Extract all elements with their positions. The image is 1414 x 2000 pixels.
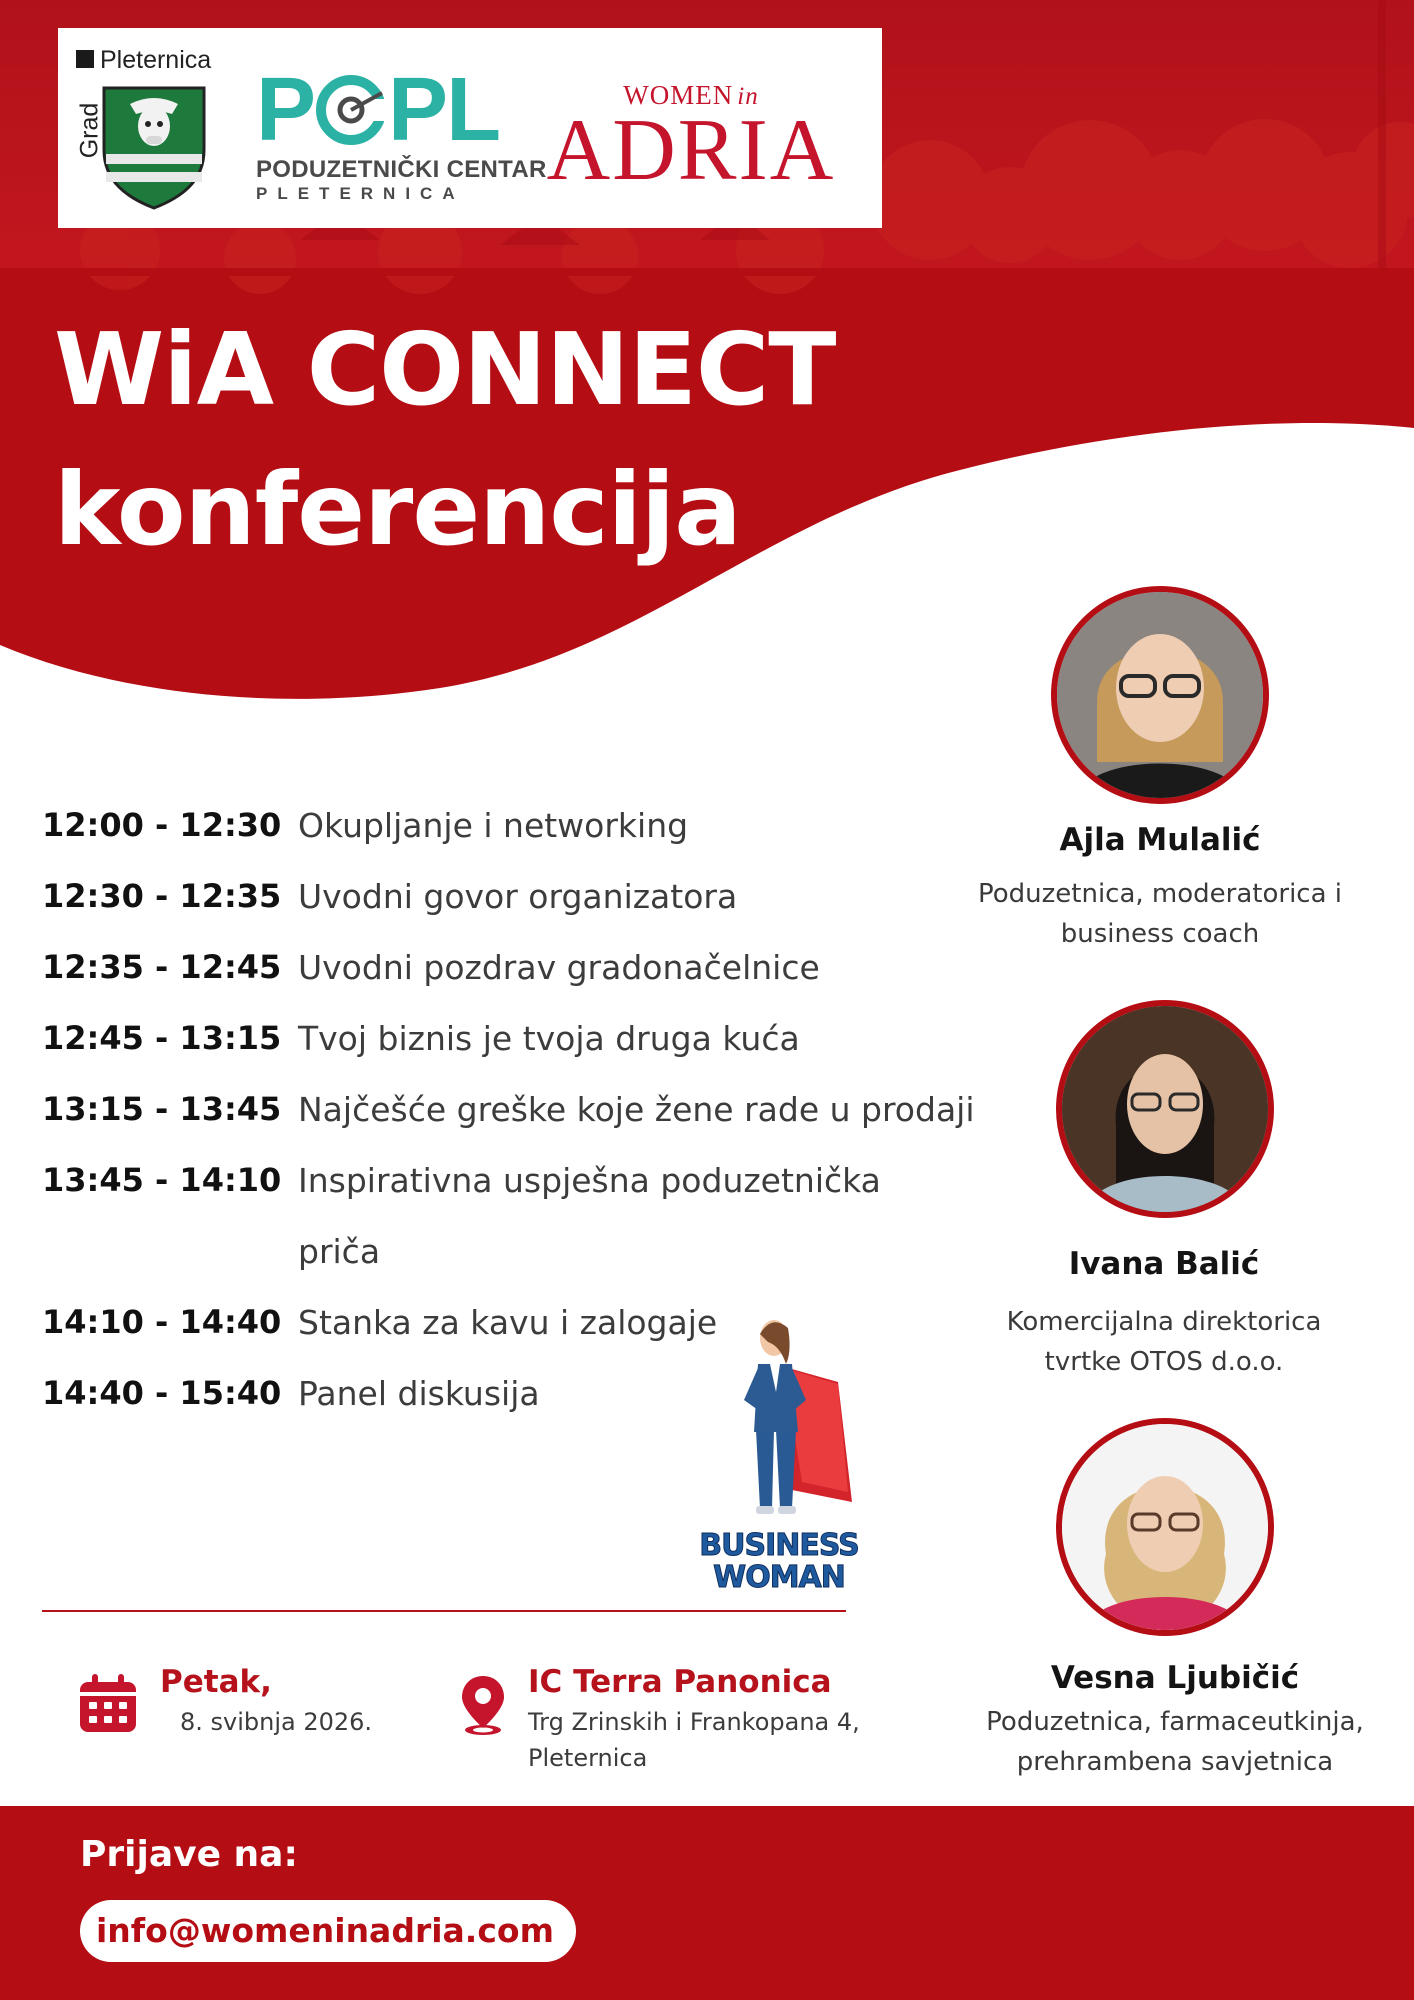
pcpl-line1: PODUZETNIČKI CENTAR xyxy=(256,156,547,183)
agenda-item xyxy=(42,1145,1002,1287)
speaker-role-line1: Poduzetnica, moderatorica i xyxy=(977,879,1343,909)
agenda-title: Uvodni pozdrav gradonačelnice xyxy=(298,948,820,987)
partner-logos xyxy=(58,28,882,228)
event-title xyxy=(54,300,835,580)
portrait-icon xyxy=(1062,1006,1268,1212)
grad-pleternica-logo xyxy=(75,46,216,210)
speaker-role-line2: business coach xyxy=(1060,919,1260,949)
speaker-card xyxy=(954,1000,1374,1380)
agenda-title: Okupljanje i networking xyxy=(298,806,689,845)
speaker-role-line2: prehrambena savjetnica xyxy=(1016,1747,1334,1777)
pcpl-line2: PLETERNICA xyxy=(256,184,465,203)
speaker-photo xyxy=(1051,586,1269,804)
speaker-role-line1: Komercijalna direktorica xyxy=(1006,1307,1322,1337)
superhero-woman-icon xyxy=(688,1312,870,1540)
grad-logo-name: Pleternica xyxy=(100,46,212,74)
pcpl-logo xyxy=(256,60,547,203)
registration-email-link[interactable]: info@womeninadria.com xyxy=(96,1911,554,1950)
agenda-title: Tvoj biznis je tvoja druga kuća xyxy=(298,1019,800,1058)
speaker-photo xyxy=(1056,1000,1274,1218)
divider xyxy=(42,1610,846,1612)
speaker-card xyxy=(950,586,1370,966)
registration-label: Prijave na: xyxy=(80,1834,298,1875)
pcpl-letter-l: L xyxy=(446,60,500,160)
agenda-title: Uvodni govor organizatora xyxy=(298,877,738,916)
venue-name: IC Terra Panonica xyxy=(528,1664,832,1700)
agenda-time: 12:35 - 12:45 xyxy=(42,948,282,986)
registration-footer xyxy=(0,1806,1414,2000)
business-woman-illustration xyxy=(688,1312,870,1602)
speaker-role xyxy=(954,1302,1374,1382)
agenda-time: 14:40 - 15:40 xyxy=(42,1374,282,1412)
agenda-time: 12:30 - 12:35 xyxy=(42,877,282,915)
agenda-item xyxy=(42,1003,1002,1074)
speaker-role-line2: tvrtke OTOS d.o.o. xyxy=(1044,1347,1284,1377)
agenda-item xyxy=(42,1074,1002,1145)
agenda-time: 13:15 - 13:45 xyxy=(42,1090,282,1128)
speaker-name: Ivana Balić xyxy=(1068,1246,1260,1282)
wia-logo-bottom: ADRIA xyxy=(546,102,836,199)
agenda-title: Inspirativna uspješna poduzetnička priča xyxy=(298,1161,881,1271)
agenda-title: Najčešće greške koje žene rade u prodaji xyxy=(298,1090,975,1129)
event-day: Petak, xyxy=(160,1664,272,1700)
calendar-icon xyxy=(80,1674,136,1732)
mascot-line1: BUSINESS xyxy=(699,1528,859,1563)
event-title-line1: WiA CONNECT xyxy=(54,311,836,428)
email-pill[interactable] xyxy=(80,1900,576,1962)
grad-square xyxy=(76,50,94,68)
portrait-icon xyxy=(1057,592,1263,798)
agenda-title: Stanka za kavu i zalogaje xyxy=(298,1303,718,1342)
agenda-item xyxy=(42,932,1002,1003)
speaker-role-line1: Poduzetnica, farmaceutkinja, xyxy=(986,1707,1364,1737)
grad-logo-word: Grad xyxy=(75,102,104,159)
agenda-time: 13:45 - 14:10 xyxy=(42,1161,282,1199)
agenda-time: 14:10 - 14:40 xyxy=(42,1303,282,1341)
agenda-title: Panel diskusija xyxy=(298,1374,540,1413)
agenda-time: 12:45 - 13:15 xyxy=(42,1019,282,1057)
agenda-item xyxy=(42,790,1002,861)
women-in-adria-logo xyxy=(516,80,866,200)
target-icon xyxy=(316,75,386,145)
speaker-role xyxy=(965,1702,1385,1782)
event-date-value: 8. svibnja 2026. xyxy=(180,1708,373,1736)
agenda-time: 12:00 - 12:30 xyxy=(42,806,282,844)
wia-logo-top: WOMEN xyxy=(623,80,734,110)
pcpl-letter-p: P xyxy=(256,60,315,160)
map-pin-icon xyxy=(458,1674,508,1736)
speaker-name: Ajla Mulalić xyxy=(1059,822,1261,858)
speaker-name: Vesna Ljubičić xyxy=(1050,1660,1300,1696)
agenda-item xyxy=(42,861,1002,932)
coat-of-arms-icon xyxy=(102,86,206,210)
speaker-role xyxy=(950,874,1370,954)
wia-logo-in: in xyxy=(737,83,759,110)
portrait-icon xyxy=(1062,1424,1268,1630)
venue-address-line2: Pleternica xyxy=(528,1744,648,1772)
speaker-photo xyxy=(1056,1418,1274,1636)
speaker-card xyxy=(965,1418,1385,1798)
pcpl-letter-p2: P xyxy=(388,60,447,160)
mascot-line2: WOMAN xyxy=(713,1560,845,1595)
venue-address-line1: Trg Zrinskih i Frankopana 4, xyxy=(528,1708,860,1736)
event-title-line2: konferencija xyxy=(54,451,741,568)
